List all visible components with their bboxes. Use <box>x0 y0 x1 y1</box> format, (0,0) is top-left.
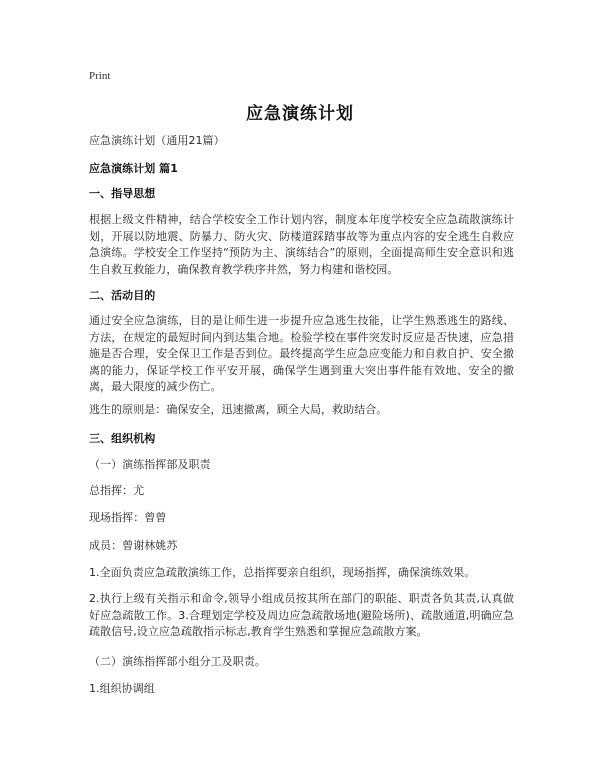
paragraph-escape-principle: 逃生的原则是：确保安全，迅速撤离，顾全大局，救助结合。 <box>89 403 388 416</box>
section-heading-activity-purpose: 二、活动目的 <box>89 289 156 302</box>
text-duty-1: 1.全面负责应急疏散演练工作，总指挥要亲自组织，现场指挥，确保演练效果。 <box>89 566 476 579</box>
print-label: Print <box>89 70 111 82</box>
document-subtitle: 应急演练计划（通用21篇） <box>89 134 225 147</box>
subsection-heading-group-duties: （二）演练指挥部小组分工及职责。 <box>89 655 266 668</box>
section-heading-guiding-ideology: 一、指导思想 <box>89 187 156 200</box>
subsection-heading-command-duties: （一）演练指挥部及职责 <box>89 458 211 471</box>
text-members: 成员：曾谢林姚苏 <box>89 539 178 552</box>
article-heading: 应急演练计划 篇1 <box>89 162 178 175</box>
text-duty-2-3: 2.执行上级有关指示和命令,领导小组成员按其所在部门的职能、职责各负其责,认真做好应急疏散工作。3.合理划定学校及周边应急疏散场地(避险场所)、疏散通道,明确应急疏散信号,设立应急疏散指示标志,教育学生熟悉和掌握应急疏散方案。 <box>89 592 514 638</box>
text-commander: 总指挥：尤 <box>89 484 145 497</box>
paragraph-guiding-ideology: 根据上级文件精神，结合学校安全工作计划内容，制度本年度学校安全应急疏散演练计划，开展以防地震、防暴力、防火灾、防楼道踩踏事故等为重点内容的安全逃生自救应急演练。学校安全工作坚持“预防为主、演练结合”的原则，全面提高师生安全意识和逃生自救互救能力，确保教育教学秩序井然，努力构建和谐校园。 <box>89 213 514 276</box>
text-coordination-group: 1.组织协调组 <box>89 682 155 695</box>
paragraph-activity-purpose: 通过安全应急演练，目的是让师生进一步提升应急逃生技能，让学生熟悉逃生的路线、方法，在规定的最短时间内到达集合地。检验学校在事件突发时反应是否快速，应急措施是否合理，安全保卫工作是否到位。最终提高学生应急应变能力和自救自护、安全撤离的能力，保证学校工作平安开展，确保学生遇到重大突出事件能有效地、安全的撤离，最大限度的减少伤亡。 <box>89 314 514 393</box>
page-title: 应急演练计划 <box>246 104 354 124</box>
section-heading-organization: 三、组织机构 <box>89 432 156 445</box>
text-field-commander: 现场指挥：曾曾 <box>89 511 167 524</box>
